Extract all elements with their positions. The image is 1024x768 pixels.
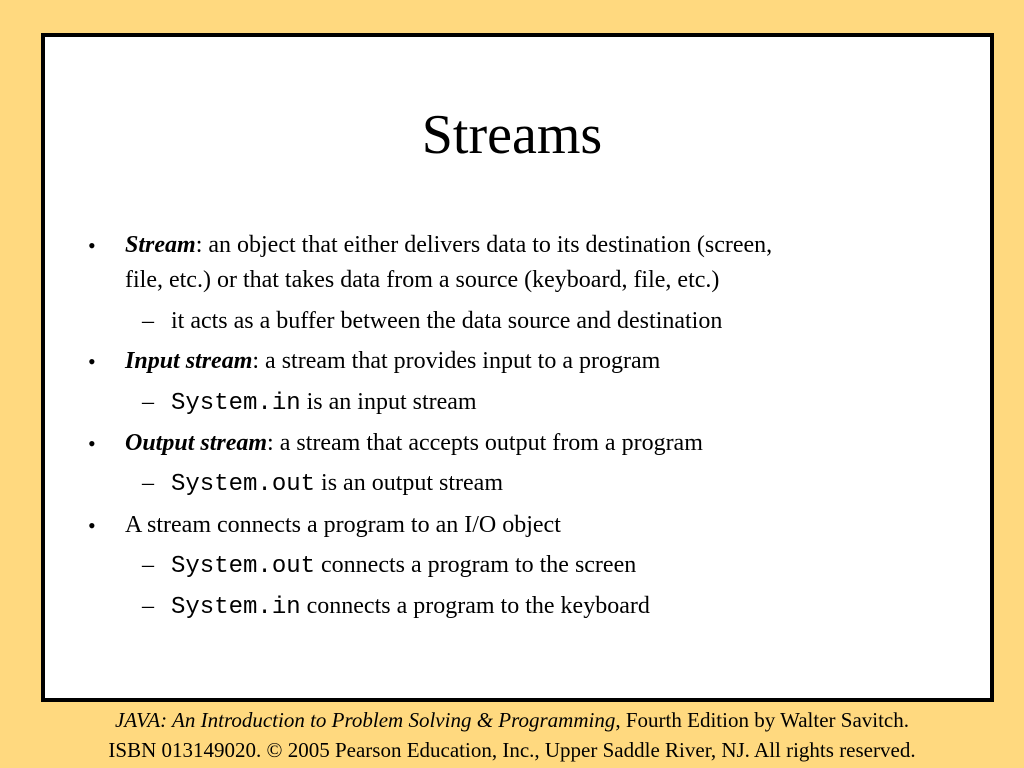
dash-marker: – xyxy=(142,593,154,619)
dash-marker: – xyxy=(142,389,154,415)
dash-marker: – xyxy=(142,552,154,578)
code-system-in: System.in xyxy=(171,594,301,621)
code-system-out: System.out xyxy=(171,553,316,580)
sub-item-system-out-text: is an output stream xyxy=(315,470,503,496)
footer-book-title: JAVA: An Introduction to Problem Solving & Programming xyxy=(114,708,616,732)
slide-title: Streams xyxy=(421,104,603,166)
bullet-marker: • xyxy=(88,349,96,374)
term-stream: Stream xyxy=(125,232,196,258)
term-output-stream: Output stream xyxy=(125,430,268,456)
sub-item-out-screen-text: connects a program to the screen xyxy=(315,552,637,578)
sub-item-in-keyboard xyxy=(171,592,650,622)
term-input-stream: Input stream xyxy=(125,348,253,374)
bullet-input-stream xyxy=(125,347,660,375)
bullet-marker: • xyxy=(88,513,96,538)
dash-marker: – xyxy=(142,470,154,496)
bullet-output-stream xyxy=(125,429,703,457)
sub-item-system-in xyxy=(171,388,477,418)
sub-item-out-screen xyxy=(171,551,636,581)
bullet-marker: • xyxy=(88,233,96,258)
bullet-stream-connects: A stream connects a program to an I/O object xyxy=(125,512,561,538)
bullet-stream-text-1: : an object that either delivers data to its destination (screen, xyxy=(195,232,773,258)
bullet-marker: • xyxy=(88,431,96,456)
code-system-out: System.out xyxy=(171,471,316,498)
dash-marker: – xyxy=(142,308,154,334)
sub-item-system-in-text: is an input stream xyxy=(300,389,477,415)
footer-edition: , Fourth Edition by Walter Savitch. xyxy=(615,708,910,732)
footer-line-2: ISBN 013149020. © 2005 Pearson Education, Inc., Upper Saddle River, NJ. All rights reserved. xyxy=(108,738,916,762)
sub-item-in-keyboard-text: connects a program to the keyboard xyxy=(300,593,650,619)
code-system-in: System.in xyxy=(171,390,301,417)
bullet-stream-line-2: file, etc.) or that takes data from a source (keyboard, file, etc.) xyxy=(125,267,720,293)
sub-item-system-out xyxy=(171,469,503,499)
bullet-input-stream-text: : a stream that provides input to a program xyxy=(252,348,661,374)
bullet-stream xyxy=(125,231,772,259)
footer-line-1 xyxy=(0,707,1024,733)
bullet-output-stream-text: : a stream that accepts output from a program xyxy=(267,430,703,456)
sub-item-buffer: it acts as a buffer between the data source and destination xyxy=(171,308,723,334)
